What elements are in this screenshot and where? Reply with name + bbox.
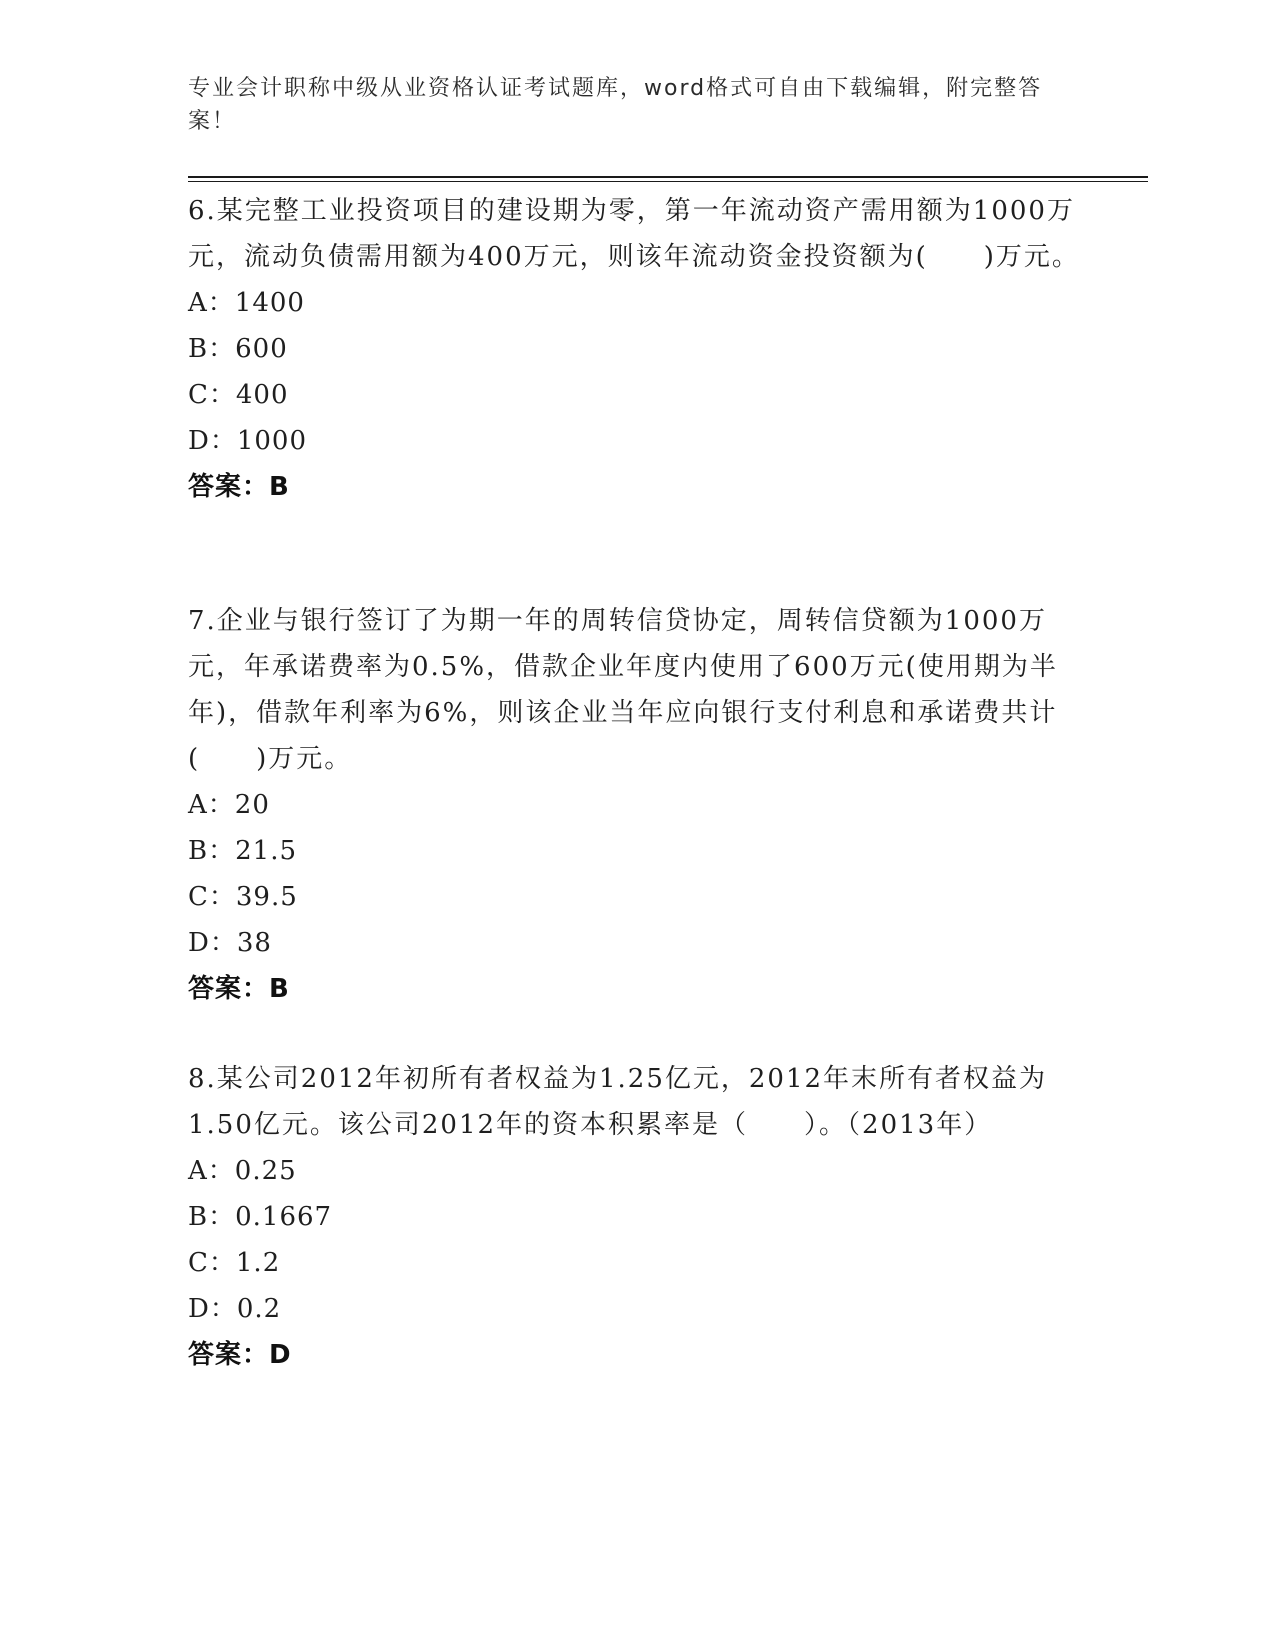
- answer: 答案：B: [188, 974, 290, 1004]
- option-c: C：39.5: [188, 882, 298, 912]
- question-stem: 7.企业与银行签订了为期一年的周转信贷协定，周转信贷额为1000万元，年承诺费率为0.5%，借款企业年度内使用了600万元(使用期为半年)，借款年利率为6%，则该企业当年应向银行支付利息和承诺费共计( )万元。: [188, 606, 1058, 774]
- option-b: B：21.5: [188, 836, 297, 866]
- document-header: 专业会计职称中级从业资格认证考试题库，word格式可自由下载编辑，附完整答案！: [188, 76, 1043, 134]
- option-a: A：20: [188, 790, 270, 820]
- question-6: [188, 188, 1088, 510]
- answer: 答案：D: [188, 1340, 292, 1370]
- question-stem: 8.某公司2012年初所有者权益为1.25亿元，2012年末所有者权益为1.50亿元。该公司2012年的资本积累率是（ ）。（2013年）: [188, 1064, 1048, 1140]
- question-8: [188, 1056, 1088, 1378]
- question-7: [188, 598, 1088, 1012]
- option-d: D：38: [188, 928, 272, 958]
- header-divider: [188, 176, 1148, 178]
- option-d: D：1000: [188, 426, 308, 456]
- option-b: B：0.1667: [188, 1202, 333, 1232]
- option-c: C：400: [188, 380, 289, 410]
- answer: 答案：B: [188, 472, 290, 502]
- option-a: A：0.25: [188, 1156, 297, 1186]
- question-stem: 6.某完整工业投资项目的建设期为零，第一年流动资产需用额为1000万元，流动负债需用额为400万元，则该年流动资金投资额为( )万元。: [188, 196, 1080, 272]
- option-d: D：0.2: [188, 1294, 282, 1324]
- header-divider-thin: [188, 181, 1148, 182]
- option-a: A：1400: [188, 288, 305, 318]
- option-c: C：1.2: [188, 1248, 281, 1278]
- option-b: B：600: [188, 334, 288, 364]
